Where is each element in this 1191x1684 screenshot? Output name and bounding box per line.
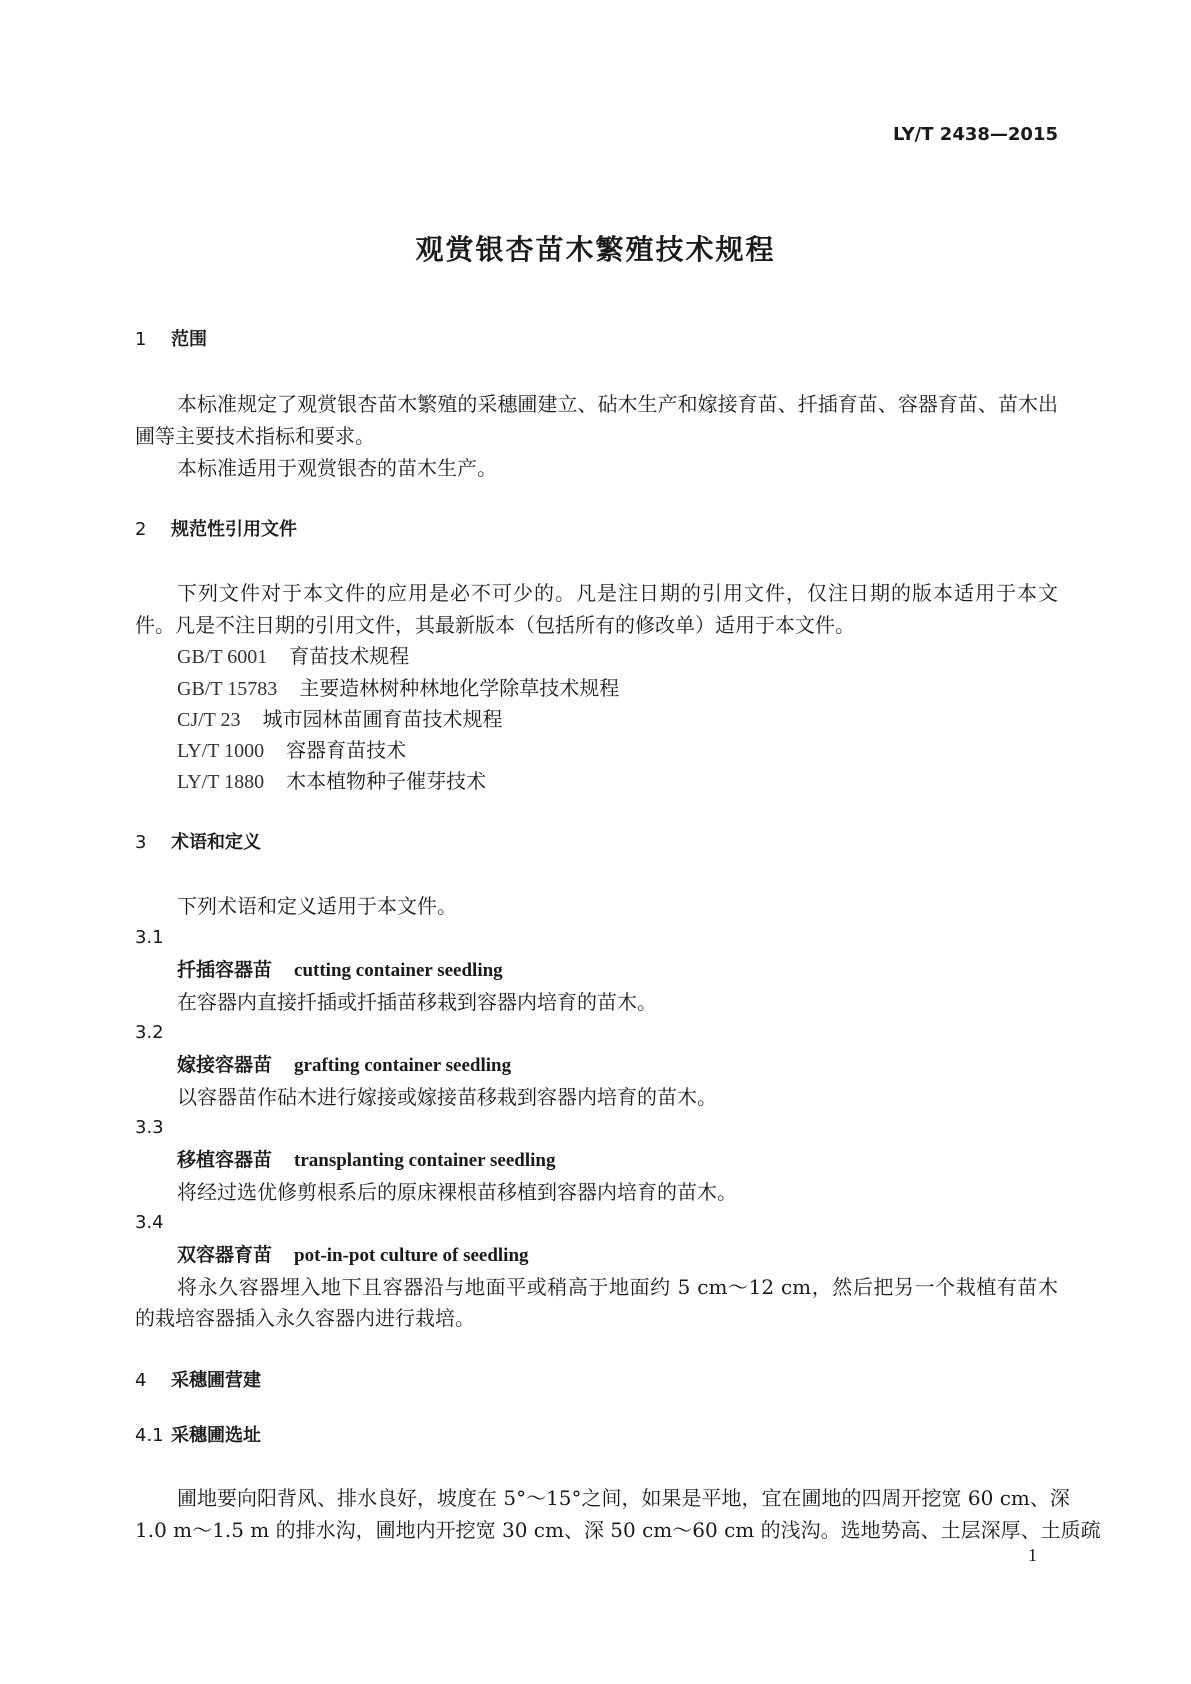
term-definition: 的栽培容器插入永久容器内进行栽培。 [135,1306,475,1330]
normative-reference [177,643,409,670]
reference-code: LY/T 1880 [177,771,265,793]
section-number: 1 [135,329,147,350]
paragraph-line: 圃地要向阳背风、排水良好，坡度在 5°～15°之间，如果是平地，宜在圃地的四周开挖宽 60 cm、深 [177,1486,1070,1510]
section-title: 范围 [171,329,207,350]
term-definition: 将永久容器埋入地下且容器沿与地面平或稍高于地面约 5 cm～12 cm，然后把另一个栽植有苗木 [177,1275,1058,1299]
paragraph-line: 下列文件对于本文件的应用是必不可少的。凡是注日期的引用文件，仅注日期的版本适用于本文 [177,581,1058,605]
term-heading [177,1242,529,1269]
reference-code: CJ/T 23 [177,709,241,731]
reference-code: GB/T 6001 [177,646,268,668]
standard-code: LY/T 2438—2015 [892,124,1058,145]
section-title: 术语和定义 [171,832,261,853]
term-heading [177,957,503,984]
term-definition: 以容器苗作砧木进行嫁接或嫁接苗移栽到容器内培育的苗木。 [177,1085,717,1109]
section-number: 2 [135,519,147,540]
paragraph-line: 圃等主要技术指标和要求。 [135,424,375,448]
reference-code: GB/T 15783 [177,678,278,700]
paragraph-line: 本标准规定了观赏银杏苗木繁殖的采穗圃建立、砧木生产和嫁接育苗、扦插育苗、容器育苗、苗木出 [177,392,1058,416]
term-number: 3.3 [135,1117,164,1138]
section-number: 4 [135,1370,147,1391]
paragraph-line: 下列术语和定义适用于本文件。 [177,894,457,918]
section-1-heading [135,327,207,353]
term-en: pot-in-pot culture of seedling [294,1245,529,1266]
section-4-heading [135,1368,261,1394]
subsection-number: 4.1 [135,1425,164,1446]
paragraph-line: 1.0 m～1.5 m 的排水沟，圃地内开挖宽 30 cm、深 50 cm～60 cm 的浅沟。选地势高、土层深厚、土质疏 [135,1518,1101,1542]
subsection-4-1-heading [135,1423,261,1449]
section-number: 3 [135,832,147,853]
reference-title: 木本植物种子催芽技术 [286,769,487,793]
page-number: 1 [1028,1545,1037,1565]
term-zh: 嫁接容器苗 [177,1054,273,1076]
term-heading [177,1052,511,1079]
term-definition: 在容器内直接扦插或扦插苗移栽到容器内培育的苗木。 [177,990,657,1014]
term-en: transplanting container seedling [294,1150,556,1171]
term-number: 3.1 [135,927,164,948]
term-zh: 双容器育苗 [177,1244,273,1266]
section-2-heading [135,517,297,543]
reference-title: 城市园林苗圃育苗技术规程 [262,707,503,731]
reference-title: 容器育苗技术 [286,738,407,762]
subsection-title: 采穗圃选址 [171,1425,261,1446]
reference-title: 育苗技术规程 [289,644,410,668]
term-en: grafting container seedling [294,1055,512,1076]
normative-reference [177,737,406,764]
section-title: 规范性引用文件 [171,519,297,540]
term-number: 3.4 [135,1212,164,1233]
term-zh: 移植容器苗 [177,1149,273,1171]
reference-code: LY/T 1000 [177,740,265,762]
term-zh: 扦插容器苗 [177,959,273,981]
reference-title: 主要造林树种林地化学除草技术规程 [299,676,620,700]
normative-reference [177,675,619,702]
paragraph-line: 件。凡是不注日期的引用文件，其最新版本（包括所有的修改单）适用于本文件。 [135,613,855,637]
page-title: 观赏银杏苗木繁殖技术规程 [415,233,776,266]
term-heading [177,1147,555,1174]
term-en: cutting container seedling [294,960,503,981]
term-number: 3.2 [135,1022,164,1043]
term-definition: 将经过选优修剪根系后的原床裸根苗移植到容器内培育的苗木。 [177,1180,737,1204]
normative-reference [177,768,486,795]
normative-reference [177,706,503,733]
section-title: 采穗圃营建 [171,1370,261,1391]
section-3-heading [135,830,261,856]
paragraph-line: 本标准适用于观赏银杏的苗木生产。 [177,456,497,480]
